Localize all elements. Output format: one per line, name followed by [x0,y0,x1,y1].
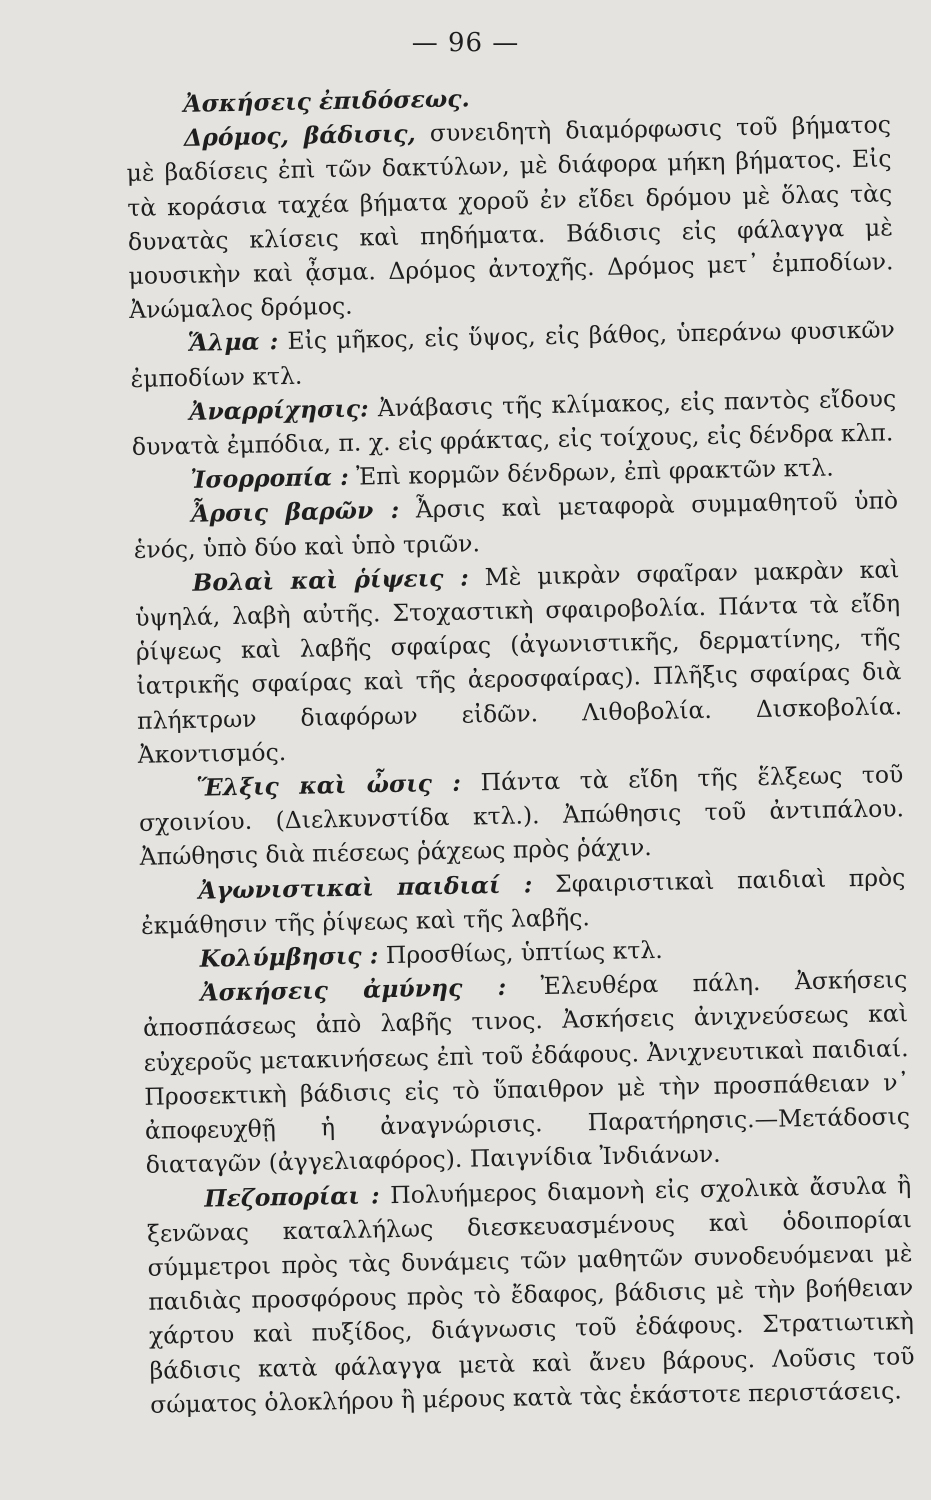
entry-text: συνειδητὴ διαμόρφωσις τοῦ βήματος μὲ βαδίσεις ἐπὶ τῶν δακτύλων, μὲ διάφορα μήκη βήματος. Εἰς τὰ κοράσια ταχέα βήματα χοροῦ ἐν εἴδει δρόμου μὲ ὅλας τὰς δυνατὰς κλίσεις καὶ πηδήματα. Βάδισις εἰς φάλαγγα μὲ μουσικὴν καὶ ᾆσμα. Δρόμος ἀντοχῆς. Δρόμος μετ᾽ ἐμποδίων. Ἀνώμαλος δρόμος. [126,110,894,325]
entry-term: Δρόμος, βάδισις, [183,119,416,153]
entry-term: Ἕλξις καὶ ὦσις : [196,768,462,802]
entry-text: Ἆρσις καὶ μεταφορὰ συμμαθητοῦ ὑπὸ ἑνός, ὑπὸ δύο καὶ ὑπὸ τριῶν. [133,486,899,564]
entry-pull-push [138,757,905,874]
entry-text: Ἐπὶ κορμῶν δένδρων, ἐπὶ φρακτῶν κτλ. [348,453,834,492]
entry-term: Ἰσορροπία : [190,463,350,495]
entry-text: Ἀνάβασις τῆς κλίμακος, εἰς παντὸς εἴδους δυνατὰ ἐμπόδια, π. χ. εἰς φράκτας, εἰς τοίχους, εἰς δένδρα κλπ. [131,384,897,461]
entry-term: Ἀναρρίχησις: [188,394,369,426]
entry-term: Ἅλμα : [187,327,279,358]
entry-term: Κολύμβησις : [199,941,379,973]
entry-text: Εἰς μῆκος, εἰς ὕψος, εἰς βάθος, ὑπεράνω φυσικῶν ἐμποδίων κτλ. [130,315,896,393]
page-number: — 96 — [411,28,520,58]
entry-throws [134,552,903,772]
entry-term: Ἆρσις βαρῶν : [190,496,400,529]
entry-text: Σφαιριστικαὶ παιδιαὶ πρὸς ἐκμάθησιν τῆς ῥίψεως καὶ τῆς λαβῆς. [140,862,906,940]
entry-text: Προσθίως, ὑπτίως κτλ. [378,935,663,970]
entry-text: Μὲ μικρὰν σφαῖραν μακρὰν καὶ ὑψηλά, λαβὴ αὐτῆς. Στοχαστικὴ σφαιροβολία. Πάντα τὰ εἴδη ῥίψεως καὶ λαβῆς σφαίρας (ἀγωνιστικῆς, δερματίνης, τῆς ἰατρικῆς σφαίρας καὶ τῆς ἀεροσφαίρας). Πλῆξις σφαίρας διὰ πλήκτρων διαφόρων εἰδῶν. Λιθοβολία. Δισκοβολία. Ἀκοντισμός. [134,555,903,769]
section-title: Ἀσκήσεις ἐπιδόσεως. [183,84,470,118]
entry-term: Ἀγωνιστικαὶ παιδιαί : [198,869,533,905]
entry-text: Πάντα τὰ εἴδη τῆς ἕλξεως τοῦ σχοινίου. (Διελκυνστίδα κτλ.). Ἀπώθησις τοῦ ἀντιπάλου. Ἀπώθησις διὰ πιέσεως ῥάχεως πρὸς ῥάχιν. [138,760,905,872]
entry-term: Ἀσκήσεις ἀμύνης : [200,973,507,1007]
page-body [125,73,915,1421]
entry-text: Πολυήμερος διαμονὴ εἰς σχολικὰ ἄσυλα ἢ ξενῶνας καταλλήλως διεσκευασμένους καὶ ὁδοιπορίαι σύμμετροι πρὸς τὰς δυνάμεις τῶν μαθητῶν συνοδευόμεναι μὲ παιδιὰς προσφόρους πρὸς τὸ ἔδαφος, βάδισις μὲ τὴν βοήθειαν χάρτου καὶ πυξίδος, διάγνωσις τοῦ ἐδάφους. Στρατιωτικὴ βάδισις κατὰ φάλαγγα μετὰ καὶ ἄνευ βάρους. Λοῦσις τοῦ σώματος ὁλοκλήρου ἢ μέρους κατὰ τὰς ἑκάστοτε περιστάσεις. [146,1170,915,1419]
entry-hiking [146,1168,915,1422]
entry-text: Ἐλευθέρα πάλη. Ἀσκήσεις ἀποσπάσεως ἀπὸ λαβῆς τινος. Ἀσκήσεις ἀνιχνεύσεως καὶ εὐχεροῦς μετακινήσεως ἐπὶ τοῦ ἐδάφους. Ἀνιχνευτικαὶ παιδιαί. Προσεκτικὴ βάδισις εἰς τὸ ὕπαιθρον μὲ τὴν προσπάθειαν ν᾽ ἀποφευχθῇ ἡ ἀναγνώρισις. Παρατήρησις.—Μετάδοσις διαταγῶν (ἀγγελιαφόρος). Παιγνίδια Ἰνδιάνων. [142,965,911,1180]
entry-term: Πεζοπορίαι : [204,1180,380,1213]
entry-defense [142,962,911,1182]
entry-term: Βολαὶ καὶ ῥίψεις : [192,563,470,597]
entry-running [126,108,895,328]
